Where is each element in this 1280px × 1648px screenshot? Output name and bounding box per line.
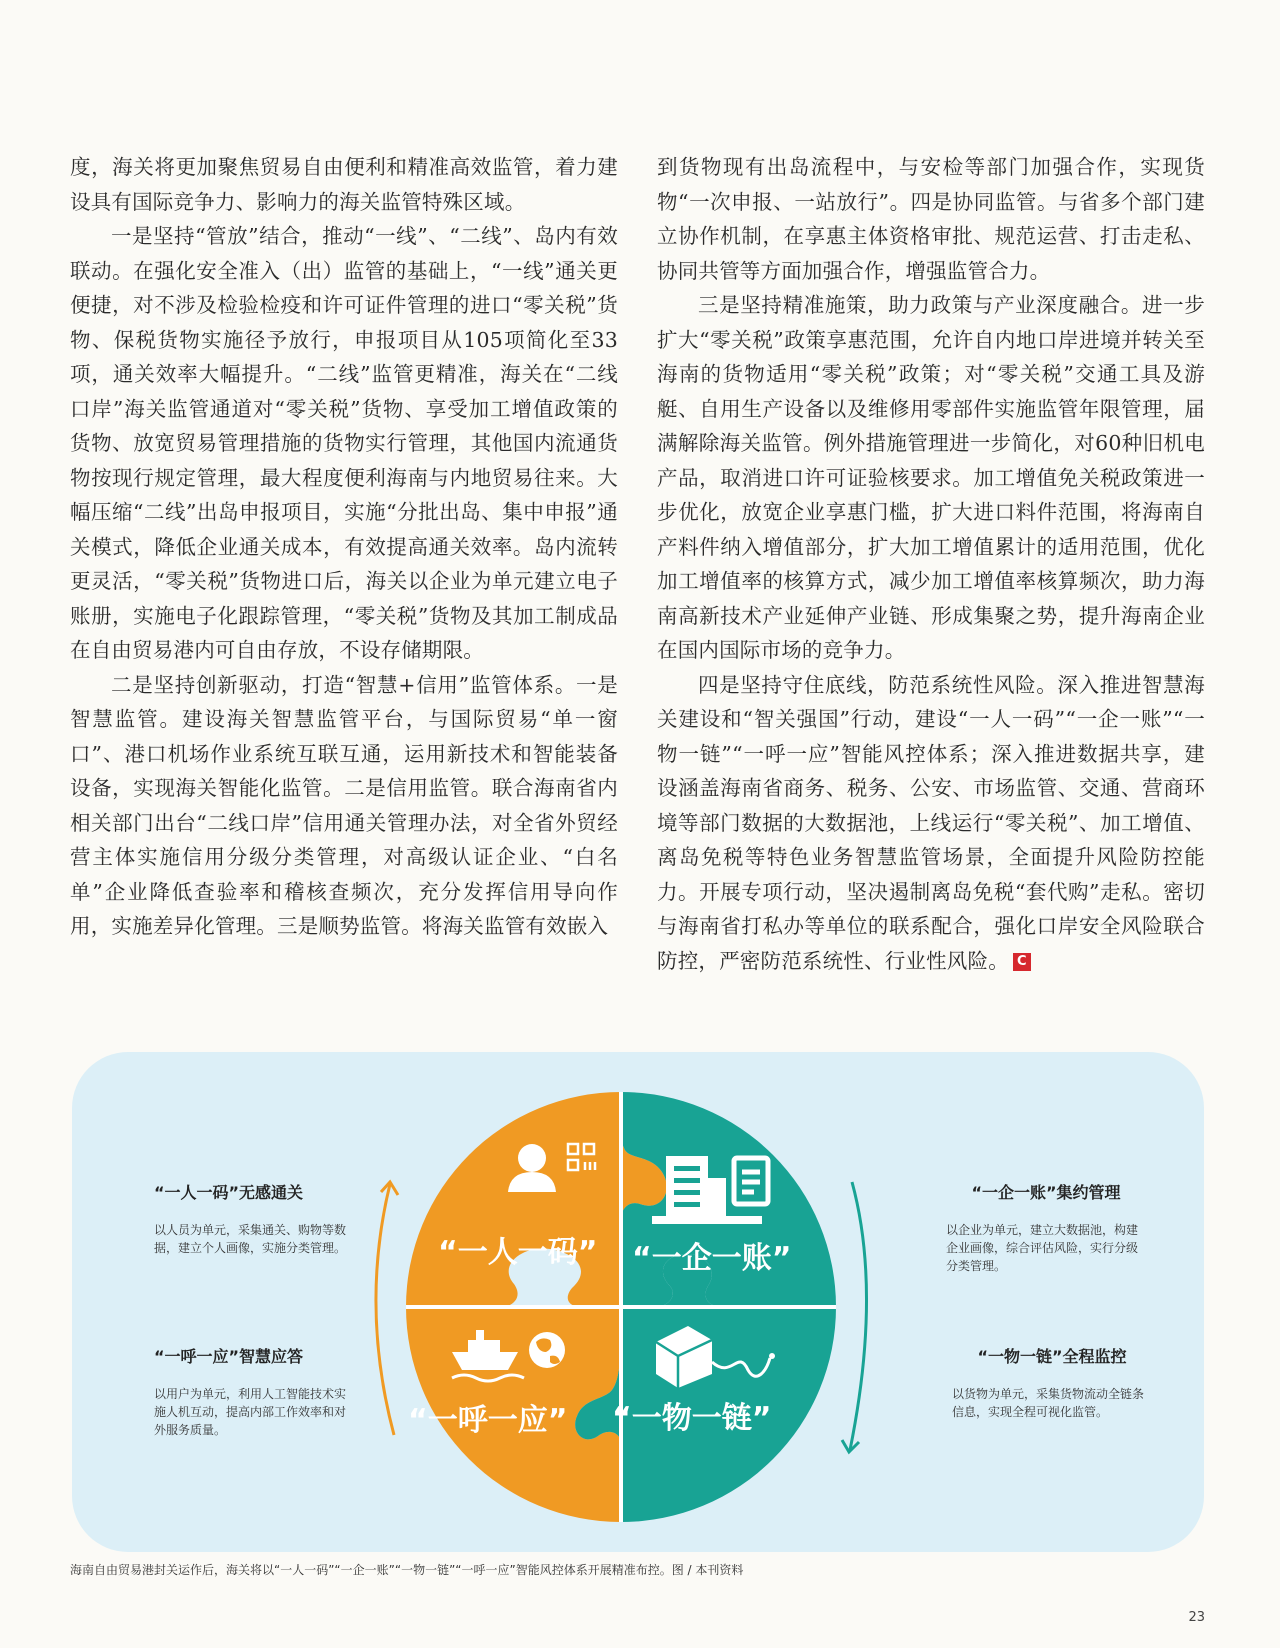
label-yi-wu-yi-lian: “一物一链” bbox=[612, 1401, 772, 1436]
desc-title: “一人一码”无感通关 bbox=[154, 1183, 304, 1202]
desc-body: 以企业为单元，建立大数据池，构建企业画像，综合评估风险，实行分级分类管理。 bbox=[946, 1223, 1139, 1273]
globe-icon bbox=[529, 1332, 565, 1368]
page-number: 23 bbox=[1188, 1610, 1205, 1625]
label-yi-hu-yi-ying: “一呼一应” bbox=[408, 1403, 568, 1438]
figure-caption: 海南自由贸易港封关运作后，海关将以“一人一码”“一企一账”“一物一链”“一呼一应”智能风控体系开展精准布控。图 / 本刊资料 bbox=[70, 1563, 744, 1577]
paragraph bbox=[657, 668, 1205, 979]
desc-yi-qi-yi-zhang bbox=[946, 1180, 1146, 1275]
desc-body: 以人员为单元，采集通关、购物等数据，建立个人画像，实施分类管理。 bbox=[154, 1223, 347, 1255]
right-cycle-arrow bbox=[850, 1182, 867, 1450]
risk-control-figure bbox=[72, 1052, 1204, 1552]
paragraph: 到货物现有出岛流程中，与安检等部门加强合作，实现货物“一次申报、一站放行”。四是协同监管。与省多个部门建立协作机制，在享惠主体资格审批、规范运营、打击走私、协同共管等方面加强合作，增强监管合力。 bbox=[657, 155, 1205, 283]
desc-body: 以用户为单元，利用人工智能技术实施人机互动，提高内部工作效率和对外服务质量。 bbox=[154, 1387, 347, 1437]
desc-title: “一企一账”集约管理 bbox=[971, 1183, 1121, 1202]
desc-yi-wu-yi-lian bbox=[952, 1344, 1152, 1421]
label-yi-qi-yi-zhang: “一企一账” bbox=[632, 1241, 792, 1276]
desc-title: “一物一链”全程监控 bbox=[977, 1347, 1127, 1366]
paragraph: 二是坚持创新驱动，打造“智慧+信用”监管体系。一是智慧监管。建设海关智慧监管平台，与国际贸易“单一窗口”、港口机场作业系统互联互通，运用新技术和智能装备设备，实现海关智能化监管。二是信用监管。联合海南省内相关部门出台“二线口岸”信用通关管理办法，对全省外贸经营主体实施信用分级分类管理，对高级认证企业、“白名单”企业降低查验率和稽核查频次，充分发挥信用导向作用，实施差异化管理。三是顺势监管。将海关监管有效嵌入 bbox=[70, 672, 618, 938]
desc-body: 以货物为单元，采集货物流动全链条信息，实现全程可视化监管。 bbox=[952, 1387, 1145, 1419]
puzzle-diagram bbox=[72, 1052, 1204, 1552]
paragraph-text: 四是坚持守住底线，防范系统性风险。深入推进智慧海关建设和“智关强国”行动，建设“一人一码”“一企一账”“一物一链”“一呼一应”智能风控体系；深入推进数据共享，建设涵盖海南省商务、税务、公安、市场监管、交通、营商环境等部门数据的大数据池，上线运行“零关税”、加工增值、离岛免税等特色业务智慧监管场景，全面提升风险防控能力。开展专项行动，坚决遏制离岛免税“套代购”走私。密切与海南省打私办等单位的联系配合，强化口岸安全风险联合防控，严密防范系统性、行业性风险。 bbox=[657, 672, 1205, 973]
label-yi-ren-yi-ma: “一人一码” bbox=[438, 1235, 598, 1270]
paragraph: 三是坚持精准施策，助力政策与产业深度融合。进一步扩大“零关税”政策享惠范围，允许自内地口岸进境并转关至海南的货物适用“零关税”政策；对“零关税”交通工具及游艇、自用生产设备以及维修用零部件实施监管年限管理，届满解除海关监管。例外措施管理进一步简化，对60种旧机电产品，取消进口许可证验核要求。加工增值免关税政策进一步优化，放宽企业享惠门槛，扩大进口料件范围，将海南自产料件纳入增值部分，扩大加工增值累计的适用范围，优化加工增值率的核算方式，减少加工增值率核算频次，助力海南高新技术产业延伸产业链、形成集聚之势，提升海南企业在国内国际市场的竞争力。 bbox=[657, 293, 1205, 662]
desc-yi-hu-yi-ying bbox=[154, 1344, 354, 1439]
paragraph: 度，海关将更加聚焦贸易自由便利和精准高效监管，着力建设具有国际竞争力、影响力的海关监管特殊区域。 bbox=[70, 155, 618, 214]
desc-yi-ren-yi-ma bbox=[154, 1180, 354, 1257]
end-of-article-mark: C bbox=[1013, 953, 1031, 971]
left-cycle-arrow bbox=[376, 1184, 394, 1435]
paragraph: 一是坚持“管放”结合，推动“一线”、“二线”、岛内有效联动。在强化安全准入（出）监管的基础上，“一线”通关更便捷，对不涉及检验检疫和许可证件管理的进口“零关税”货物、保税货物实施径予放行，申报项目从105项简化至33项，通关效率大幅提升。“二线”监管更精准，海关在“二线口岸”海关监管通道对“零关税”货物、享受加工增值政策的货物、放宽贸易管理措施的货物实行管理，其他国内流通货物按现行规定管理，最大程度便利海南与内地贸易往来。大幅压缩“二线”出岛申报项目，实施“分批出岛、集中申报”通关模式，降低企业通关成本，有效提高通关效率。岛内流转更灵活，“零关税”货物进口后，海关以企业为单元建立电子账册，实施电子化跟踪管理，“零关税”货物及其加工制成品在自由贸易港内可自由存放，不设存储期限。 bbox=[70, 224, 618, 662]
desc-title: “一呼一应”智慧应答 bbox=[154, 1347, 304, 1366]
article-column-right bbox=[657, 150, 1205, 978]
article-column-left bbox=[70, 150, 618, 944]
